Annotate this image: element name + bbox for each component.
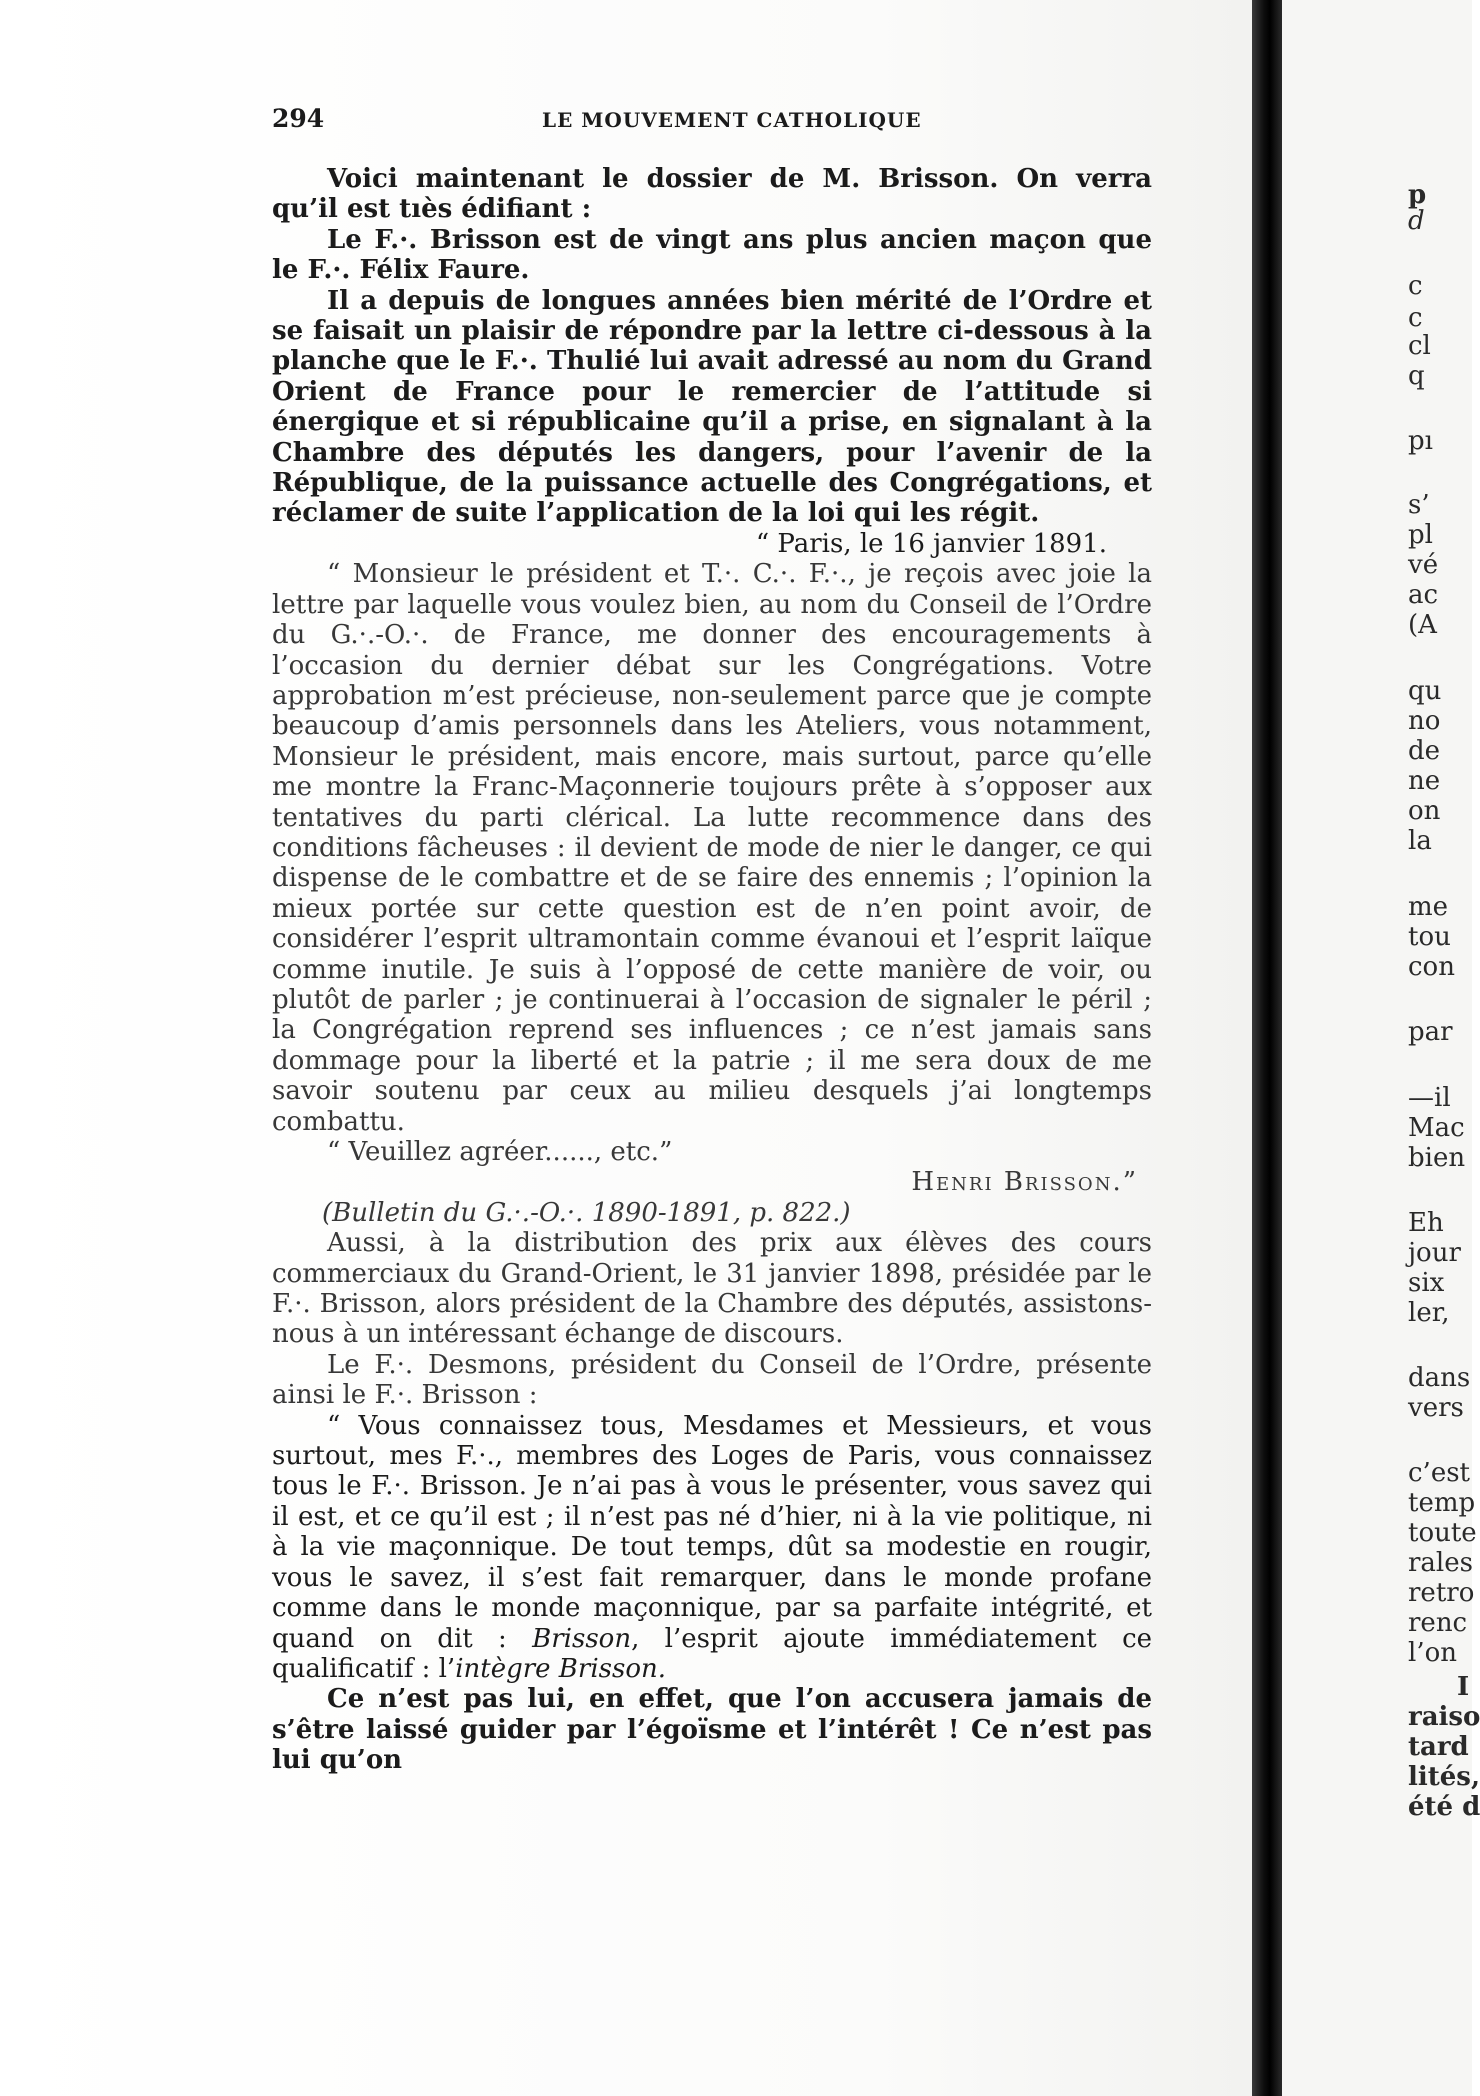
facing-fragment: lités, (1408, 1762, 1480, 1792)
facing-fragment: cl (1408, 331, 1431, 361)
facing-fragment: con (1408, 952, 1455, 982)
facing-fragment: tard (1408, 1732, 1469, 1762)
facing-fragment: p (1408, 180, 1427, 210)
paragraph-intro: Voici maintenant le dossier de M. Brisson. On verra qu’il est tıès édifiant : (272, 164, 1152, 225)
facing-fragment: Mac (1408, 1113, 1465, 1143)
facing-fragment: pl (1408, 520, 1433, 550)
paragraph-distribution: Aussi, à la distribution des prix aux élèves des cours commerciaux du Grand-Orient, le 31 janvier 1898, présidée par le F.·. Brisson, alors président de la Chambre des députés, assistons-nous à un intéressant échange de discours. (272, 1228, 1152, 1350)
facing-fragment: vers (1408, 1393, 1464, 1423)
facing-fragment: qu (1408, 676, 1442, 706)
facing-fragment: rales (1408, 1548, 1473, 1578)
paragraph-desmons: Le F.·. Desmons, président du Conseil de l’Ordre, présente ainsi le F.·. Brisson : (272, 1349, 1152, 1411)
facing-fragment: toute (1408, 1518, 1477, 1548)
speech-brisson: Brisson (532, 1623, 632, 1654)
speech-text: “ Vous connaissez tous, Mesdames et Messieurs, et vous surtout, mes F.·., membres des Loges de Paris, vous connaissez tous le F.·. Brisson. Je n’ai pas à vous le présenter, vous savez qui il est, et ce qu’il est ; il n’est pas né d’hier, ni à la vie politique, ni à la vie maçonnique. De tout temps, dût sa modestie en rougir, vous le savez, il s’est fait remarquer, dans le monde profane comme dans le monde maçonnique, par sa parfaite intégrité, et quand on dit : (272, 1410, 1152, 1654)
facing-fragment: I (1457, 1672, 1470, 1702)
paragraph-brisson-age: Le F.·. Brisson est de vingt ans plus ancien maçon que le F.·. Félix Faure. (272, 224, 1152, 286)
letter-closing: “ Veuillez agréer......, etc.” (327, 1137, 673, 1167)
facing-fragment: l’on (1408, 1638, 1457, 1668)
paragraph-brisson-merit: Il a depuis de longues années bien mérité de l’Ordre et se faisait un plaisir de répondre par la lettre ci-dessous à la planche que le F.·. Thulié lui avait adressé au nom du Grand Orient de France pour le remercier de l’attitude si énergique et si républicaine qu’il a prise, en signalant à la Chambre des députés les dangers, pour l’avenir de la République, de la puissance actuelle des Congrégations, et réclamer de suite l’application de la loi qui les régit. (272, 285, 1152, 529)
facing-fragment: ler, (1408, 1298, 1450, 1328)
facing-fragment: s’ (1408, 490, 1430, 520)
facing-fragment: ac (1408, 580, 1439, 610)
paragraph-egoisme: Ce n’est pas lui, en effet, que l’on accusera jamais de s’être laissé guider par l’égoïsme et l’intérêt ! Ce n’est pas lui qu’on (272, 1684, 1152, 1776)
facing-fragment: renc (1408, 1608, 1468, 1638)
facing-page-edge (1282, 0, 1480, 2096)
facing-fragment: on (1408, 796, 1441, 826)
page-number: 294 (272, 104, 325, 133)
facing-fragment: me (1408, 892, 1449, 922)
facing-fragment: Eh (1408, 1208, 1444, 1238)
facing-fragment: c’est (1408, 1458, 1471, 1488)
citation: (Bulletin du G.·.-O.·. 1890-1891, p. 822.) (322, 1197, 851, 1228)
page-header (272, 104, 1152, 134)
speech-qualif: , l’esprit ajoute immédiatement ce qualificatif : l’ (272, 1623, 1153, 1684)
letter-signature: Henri Brisson.” (911, 1167, 1138, 1198)
book-gutter (1252, 0, 1282, 2096)
facing-fragment: pı (1408, 426, 1433, 456)
facing-fragment: raiso (1408, 1702, 1480, 1732)
facing-fragment: —il (1408, 1083, 1451, 1113)
speech-integre: intègre Brisson. (455, 1653, 667, 1684)
running-title: LE MOUVEMENT CATHOLIQUE (542, 108, 922, 132)
facing-fragment: q (1408, 361, 1425, 391)
facing-fragment: été d (1408, 1792, 1480, 1822)
facing-fragment: six (1408, 1268, 1445, 1298)
facing-fragment: c (1408, 271, 1423, 301)
paragraph-speech (272, 1411, 1152, 1685)
facing-fragment: par (1408, 1017, 1453, 1047)
facing-fragment: de (1408, 736, 1441, 766)
facing-fragment: bien (1408, 1143, 1466, 1173)
facing-fragment: no (1408, 706, 1441, 736)
facing-fragment: dans (1408, 1363, 1471, 1393)
facing-fragment: retro (1408, 1578, 1475, 1608)
facing-fragment: ne (1408, 766, 1441, 796)
facing-fragment: d (1408, 206, 1425, 236)
main-text (272, 164, 1152, 1776)
facing-fragment: jour (1408, 1238, 1461, 1268)
facing-fragment: (A (1408, 610, 1437, 640)
letter-body: “ Monsieur le président et T.·. C.·. F.·., je reçois avec joie la lettre par laquelle vous voulez bien, au nom du Conseil de l’Ordre du G.·.-O.·. de France, me donner des encouragements à l’occasion du dernier débat sur les Congrégations. Votre approbation m’est précieuse, non-seulement parce que je compte beaucoup d’amis personnels dans les Ateliers, vous notamment, Monsieur le président, mais encore, mais surtout, parce qu’elle me montre la Franc-Maçonnerie toujours prête à s’opposer aux tentatives du parti clérical. La lutte recommence dans des conditions fâcheuses : il devient de mode de nier le danger, ce qui dispense de le combattre et de se faire des ennemis ; l’opinion la mieux portée sur cette question est de n’en point avoir, de considérer l’esprit ultramontain comme évanoui et l’esprit laïque comme inutile. Je suis à l’opposé de cette manière de voir, ou plutôt de parler ; je continuerai à l’occasion de signaler le péril ; la Congrégation reprend ses influences ; ce n’est jamais sans dommage pour la liberté et la patrie ; il me sera doux de me savoir soutenu par ceux au milieu desquels j’ai longtemps combattu. (272, 559, 1152, 1137)
letter-date: “ Paris, le 16 janvier 1891. (755, 528, 1107, 559)
facing-fragment: la (1408, 826, 1432, 856)
facing-fragment: temp (1408, 1488, 1476, 1518)
facing-fragment: c (1408, 303, 1423, 333)
facing-fragment: tou (1408, 922, 1451, 952)
facing-fragment: vé (1408, 550, 1439, 580)
